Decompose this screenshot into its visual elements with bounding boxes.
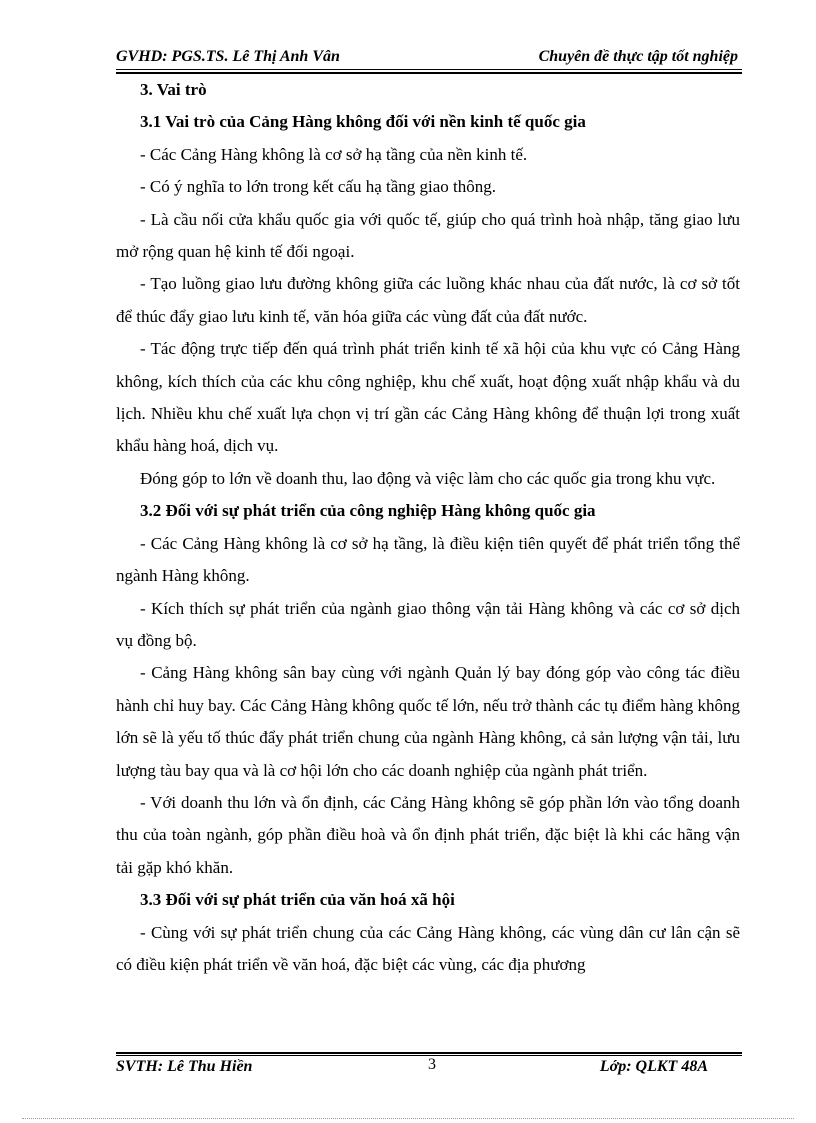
footer-class: Lớp: QLKT 48A (599, 1058, 708, 1075)
header-title: Chuyên đề thực tập tốt nghiệp (538, 48, 738, 65)
page-edge-divider (22, 1118, 794, 1119)
footer-rule-thick (116, 1052, 742, 1054)
header-rule (116, 69, 742, 70)
page-footer (116, 1056, 742, 1078)
header-advisor: GVHD: PGS.TS. Lê Thị Anh Vân (116, 48, 340, 65)
paragraph: - Là cầu nối cửa khẩu quốc gia với quốc tế, giúp cho quá trình hoà nhập, tăng giao lưu mở rộng quan hệ kinh tế đối ngoại. (116, 209, 740, 262)
paragraph: - Cảng Hàng không sân bay cùng với ngành Quản lý bay đóng góp vào công tác điều hành chỉ huy bay. Các Cảng Hàng không quốc tế lớn, nếu trở thành các tụ điểm hàng không lớn sẽ là yếu tố thúc đẩy phát triển chung của ngành Hàng không, cả sản lượng vận tải, lưu lượng tàu bay qua và là cơ hội lớn cho các doanh nghiệp của ngành phát triển. (116, 663, 741, 780)
page-number: 3 (428, 1056, 436, 1073)
paragraph: - Các Cảng Hàng không là cơ sở hạ tầng của nền kinh tế. (140, 144, 528, 164)
section-heading-3-2: 3.2 Đối với sự phát triển của công nghiệp Hàng không quốc gia (140, 501, 596, 521)
paragraph: - Cùng với sự phát triển chung của các Cảng Hàng không, các vùng dân cư lân cận sẽ có điều kiện phát triển về văn hoá, đặc biệt các vùng, các địa phương (116, 922, 740, 974)
page-header (116, 46, 742, 68)
paragraph: - Tạo luồng giao lưu đường không giữa các luồng khác nhau của đất nước, là cơ sở tốt để thúc đẩy giao lưu kinh tế, văn hóa giữa các vùng đất của đất nước. (116, 274, 740, 326)
paragraph: - Tác động trực tiếp đến quá trình phát triển kinh tế xã hội của khu vực có Cảng Hàng không, kích thích của các khu công nghiệp, khu chế xuất, hoạt động xuất nhập khẩu và du lịch. Nhiều khu chế xuất lựa chọn vị trí gần các Cảng Hàng không để thuận lợi trong xuất khẩu hàng hoá, dịch vụ. (116, 339, 740, 456)
section-heading-3-3: 3.3 Đối với sự phát triển của văn hoá xã hội (140, 890, 455, 910)
footer-student: SVTH: Lê Thu Hiền (116, 1058, 253, 1075)
paragraph: - Có ý nghĩa to lớn trong kết cấu hạ tầng giao thông. (140, 177, 497, 197)
paragraph: Đóng góp to lớn về doanh thu, lao động và việc làm cho các quốc gia trong khu vực. (140, 468, 716, 488)
section-heading-3: 3. Vai trò (140, 80, 207, 99)
page-body (116, 74, 740, 981)
section-heading-3-1: 3.1 Vai trò của Cảng Hàng không đối với nền kinh tế quốc gia (140, 112, 586, 132)
paragraph: - Với doanh thu lớn và ổn định, các Cảng Hàng không sẽ góp phần lớn vào tổng doanh thu của toàn ngành, góp phần điều hoà và ổn định phát triển, đặc biệt là khi các hãng vận tải gặp khó khăn. (116, 792, 740, 877)
paragraph: - Các Cảng Hàng không là cơ sở hạ tầng, là điều kiện tiên quyết để phát triển tổng thể ngành Hàng không. (116, 533, 740, 586)
paragraph: - Kích thích sự phát triển của ngành giao thông vận tải Hàng không và các cơ sở dịch vụ đồng bộ. (116, 598, 740, 650)
